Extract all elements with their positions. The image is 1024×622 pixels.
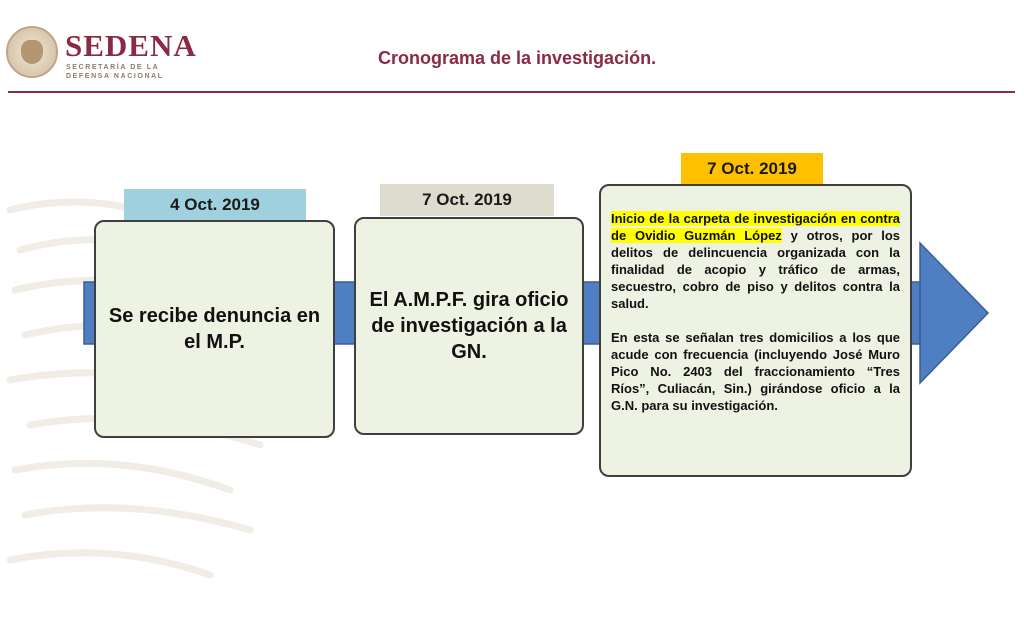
- brand-subtitle: SECRETARÍA DE LA DEFENSA NACIONAL: [66, 64, 164, 80]
- slide-title: Cronograma de la investigación.: [378, 48, 657, 68]
- timeline-card-step3: [599, 184, 912, 477]
- step3-paragraph-1: [611, 210, 900, 312]
- date-tab-step2: 7 Oct. 2019: [380, 184, 554, 216]
- step2-text: El A.M.P.F. gira oficio de investigación a la GN.: [369, 289, 569, 363]
- highlighted-subject: Inicio de la carpeta de investigación en contra de Ovidio Guzmán López: [611, 211, 900, 243]
- date-tab-step1: 4 Oct. 2019: [124, 189, 306, 220]
- step3-body: [611, 210, 900, 414]
- step3-paragraph-1-rest: y otros, por los delitos de delincuencia organizada con la finalidad de acopio y tráfico de armas, secuestro, cobro de piso y delitos contra la salud.: [611, 228, 901, 311]
- brand-name: SEDENA: [65, 28, 197, 63]
- timeline-card-step2: [354, 217, 584, 435]
- step1-text: Se recibe denuncia en el M.P.: [108, 305, 321, 353]
- step3-paragraph-2: En esta se señalan tres domicilios a los que acude con frecuencia (incluyendo José Muro Pico No. 2403 del fraccionamiento “Tres Ríos”, Culiacán, Sin.) girándose oficio a la G.N. para su investigación.: [611, 330, 900, 413]
- timeline-card-step1: [94, 220, 335, 438]
- date-tab-step3: 7 Oct. 2019: [681, 153, 823, 185]
